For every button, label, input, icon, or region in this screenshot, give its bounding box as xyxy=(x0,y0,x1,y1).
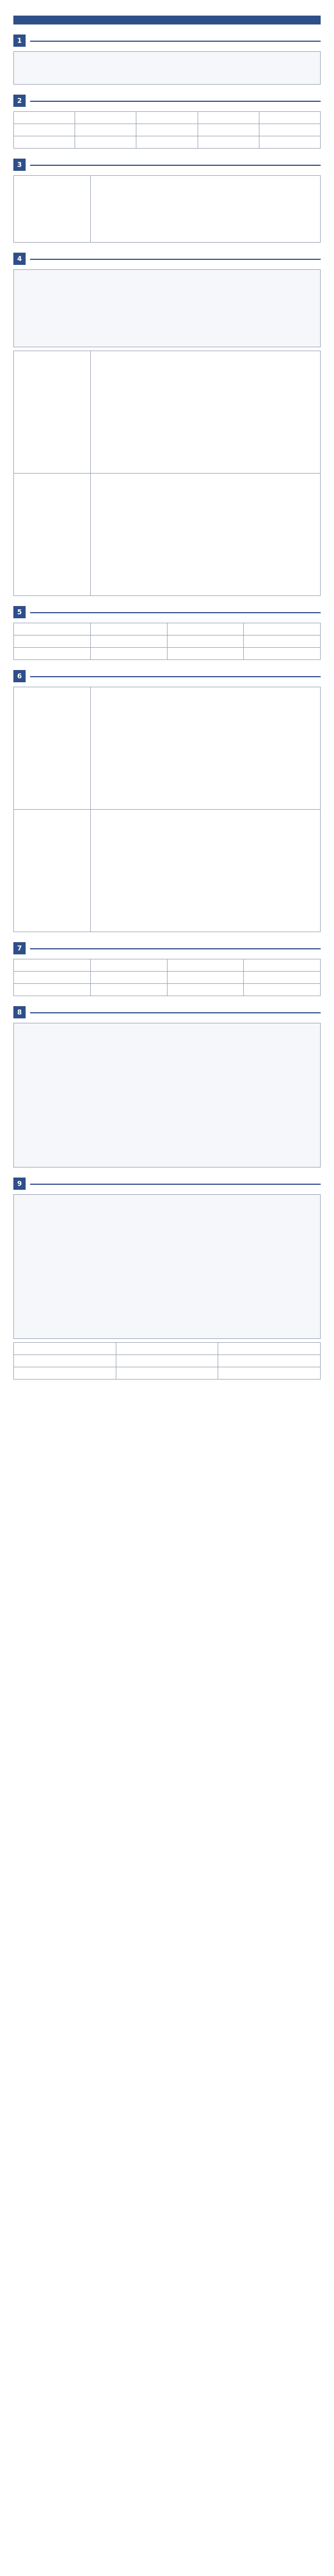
section-1-number: 1 xyxy=(13,35,26,47)
section-1-body xyxy=(13,51,321,85)
section-3-header xyxy=(13,159,321,171)
section-4-title xyxy=(30,258,321,260)
section-9-number: 9 xyxy=(13,1178,26,1190)
section-5-number: 5 xyxy=(13,606,26,618)
section-4-body xyxy=(13,269,321,347)
section-9-body xyxy=(13,1194,321,1339)
section-8-body xyxy=(13,1023,321,1168)
section-6-header xyxy=(13,670,321,682)
section-5-header xyxy=(13,606,321,618)
section-2-header xyxy=(13,95,321,107)
section-7-title xyxy=(30,947,321,949)
section-1-title xyxy=(30,40,321,42)
section-7-number: 7 xyxy=(13,942,26,954)
section-3-number: 3 xyxy=(13,159,26,171)
section-4-number: 4 xyxy=(13,253,26,265)
section-7-header xyxy=(13,942,321,954)
announcement-title xyxy=(13,16,321,24)
section-7-table xyxy=(13,959,321,996)
section-2-table xyxy=(13,111,321,149)
section-1-header xyxy=(13,35,321,47)
contact-table xyxy=(13,1342,321,1380)
section-4-table xyxy=(13,351,321,596)
section-5-table xyxy=(13,623,321,660)
section-2-number: 2 xyxy=(13,95,26,107)
section-4-header xyxy=(13,253,321,265)
section-5-title xyxy=(30,611,321,613)
section-2-title xyxy=(30,100,321,102)
section-8-title xyxy=(30,1011,321,1013)
section-6-table xyxy=(13,687,321,932)
section-8-number: 8 xyxy=(13,1006,26,1018)
section-3-table xyxy=(13,175,321,243)
section-3-title xyxy=(30,164,321,166)
section-6-number: 6 xyxy=(13,670,26,682)
section-9-header xyxy=(13,1178,321,1190)
section-9-title xyxy=(30,1183,321,1185)
section-8-header xyxy=(13,1006,321,1018)
section-6-title xyxy=(30,675,321,677)
